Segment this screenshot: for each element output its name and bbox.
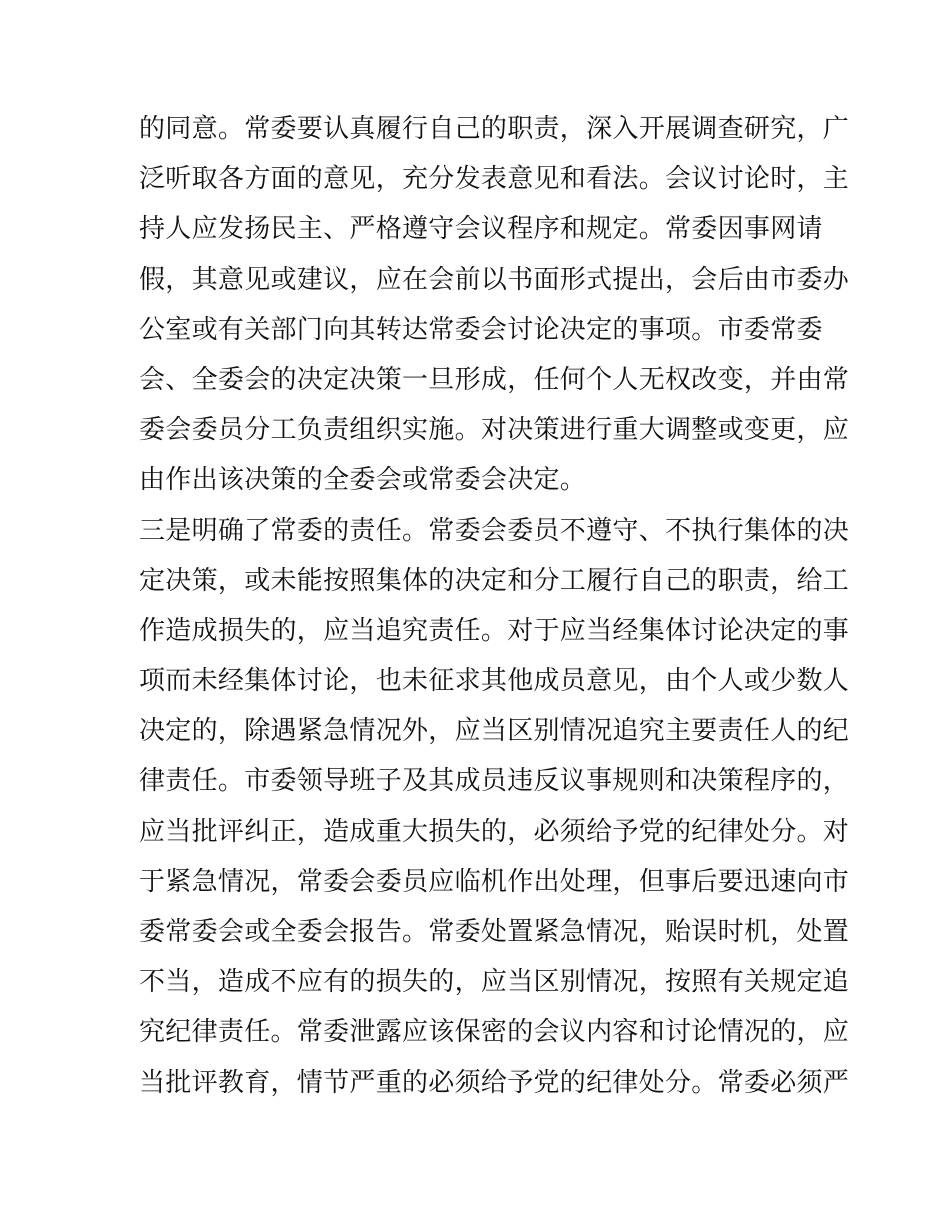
text-line: 委常委会或全委会报告。常委处置紧急情况，贻误时机，处置 <box>139 917 850 947</box>
text-line: 当批评教育，情节严重的必须给予党的纪律处分。常委必须严 <box>139 1067 850 1098</box>
text-line: 由作出该决策的全委会或常委会决定。 <box>139 465 587 496</box>
text-line: 三是明确了常委的责任。常委会委员不遵守、不执行集体的决 <box>139 515 850 546</box>
text-line: 假，其意见或建议，应在会前以书面形式提出，会后由市委办 <box>139 264 850 295</box>
text-line: 应当批评纠正，造成重大损失的，必须给予党的纪律处分。对 <box>139 816 850 847</box>
body-text <box>139 104 850 1108</box>
text-line: 持人应发扬民主、严格遵守会议程序和规定。常委因事网请 <box>139 214 823 245</box>
text-line: 律责任。市委领导班子及其成员违反议事规则和决策程序的， <box>139 766 850 797</box>
text-line: 的同意。常委要认真履行自己的职责，深入开展调查研究，广 <box>139 114 850 144</box>
text-line: 决定的，除遇紧急情况外，应当区别情况追究主要责任人的纪 <box>139 716 850 747</box>
text-line: 项而未经集体讨论，也未征求其他成员意见，由个人或少数人 <box>139 666 850 697</box>
text-line: 于紧急情况，常委会委员应临机作出处理，但事后要迅速向市 <box>139 866 850 897</box>
text-line: 不当，造成不应有的损失的，应当区别情况，按照有关规定追 <box>139 967 850 998</box>
text-line: 定决策，或未能按照集体的决定和分工履行自己的职责，给工 <box>139 565 850 596</box>
text-line: 委会委员分工负责组织实施。对决策进行重大调整或变更，应 <box>139 415 850 446</box>
text-line: 会、全委会的决定决策一旦形成，任何个人无权改变，并由常 <box>139 364 850 395</box>
text-line: 作造成损失的，应当追究责任。对于应当经集体讨论决定的事 <box>139 615 850 646</box>
text-line: 泛听取各方面的意见，充分发表意见和看法。会议讨论时，主 <box>139 164 850 195</box>
text-line: 究纪律责任。常委泄露应该保密的会议内容和讨论情况的，应 <box>139 1017 850 1048</box>
text-line: 公室或有关部门向其转达常委会讨论决定的事项。市委常委 <box>139 314 823 345</box>
